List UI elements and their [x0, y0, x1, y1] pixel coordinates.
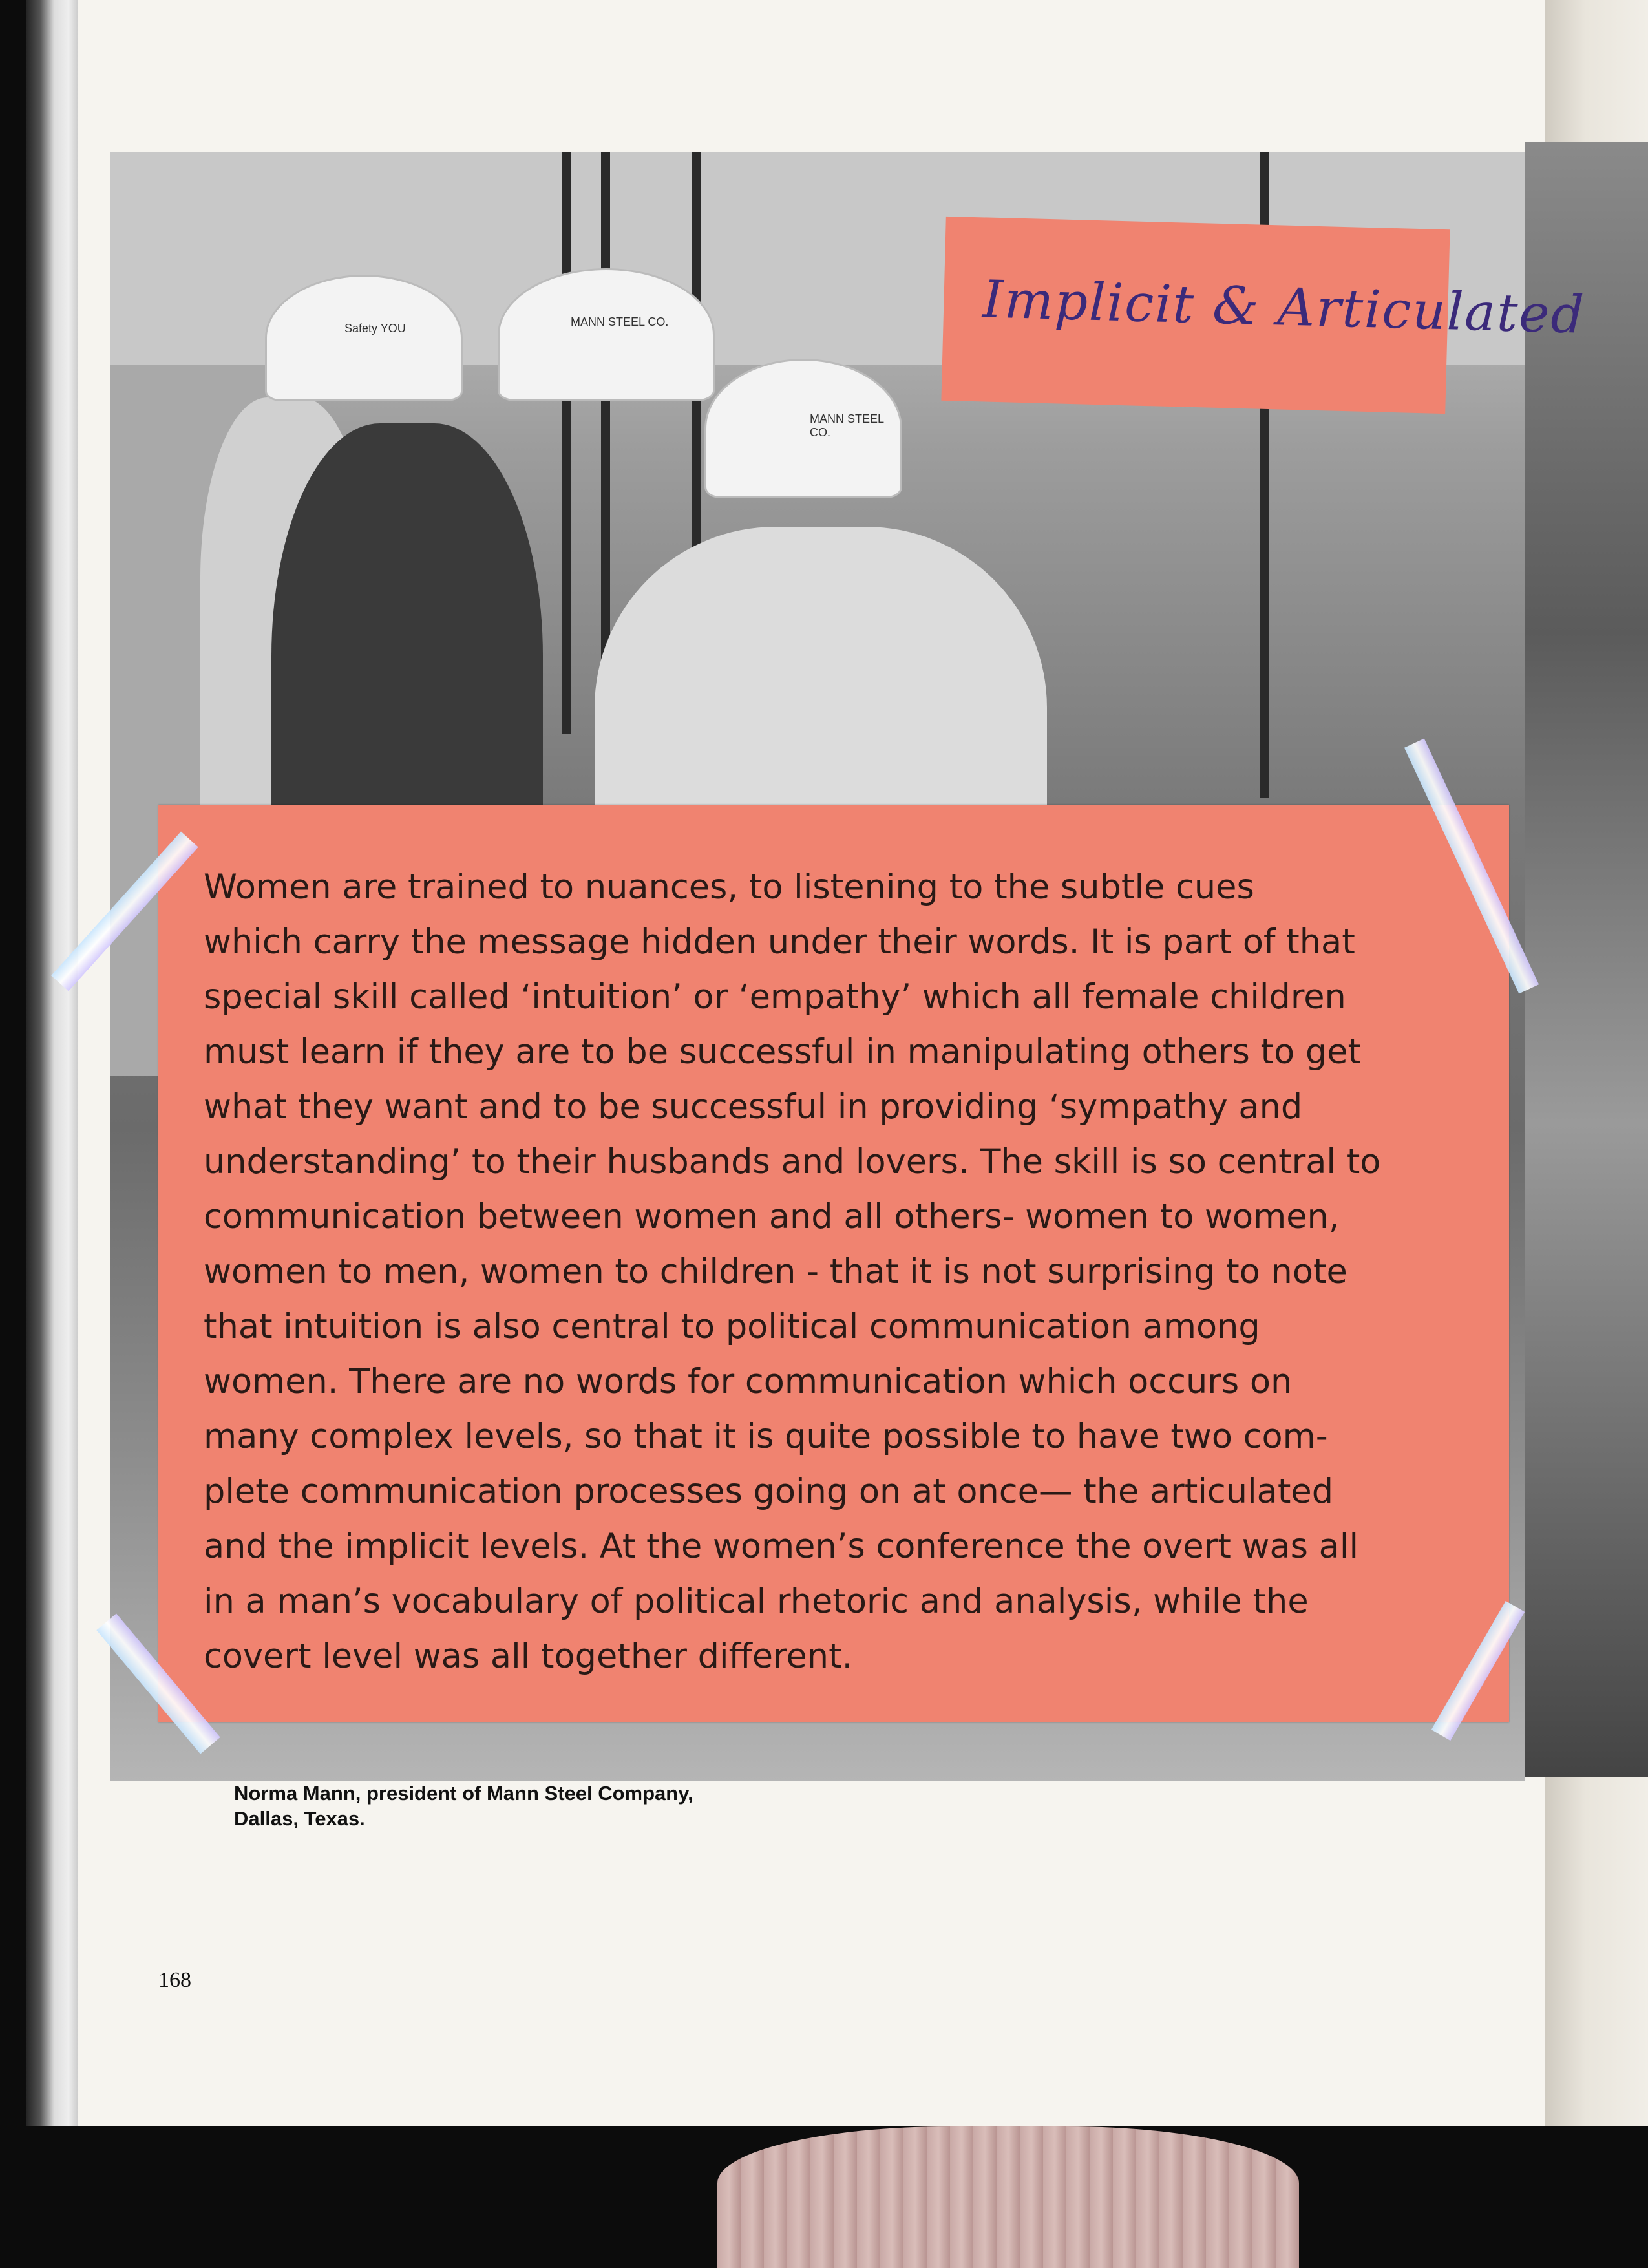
quote-paper — [158, 805, 1509, 1722]
hard-hat — [265, 275, 463, 401]
hard-hat — [704, 359, 902, 498]
hard-hat-label: MANN STEEL CO. — [571, 315, 669, 328]
label-handwritten-text: Implicit & Articulated — [982, 269, 1586, 345]
hard-hat-label: Safety YOU — [344, 322, 406, 335]
rebar — [562, 152, 571, 734]
hard-hat — [498, 268, 715, 401]
photo-caption: Norma Mann, president of Mann Steel Company, Dallas, Texas. — [234, 1782, 693, 1830]
knitted-fabric — [717, 2126, 1299, 2268]
facing-page-photo — [1525, 142, 1648, 1777]
page-number: 168 — [158, 1968, 191, 1992]
label-sticker — [941, 217, 1586, 414]
quote-text: Women are trained to nuances, to listening to the subtle cues which carry the message hidden under their words. It is part of that special skill called ‘intuition’ or ‘empathy’ which all female children must learn if they are to be successful in manipulating others to get what they want and to be successful in providing ‘sympathy and understanding’ to their husbands and lovers. The skill is so central to communication between women and all others- women to women, women to men, women to children - that it is not surprising to note that intuition is also central to political communication among women. There are no words for communication which occurs on many complex levels, so that it is quite possible to have two com- plete communication processes going on at once— the articulated and the implicit levels. At the women’s conference the overt was all in a man’s vocabulary of political rhetoric and analysis, while the covert level was all together different. — [204, 867, 1381, 1676]
hard-hat-label: MANN STEEL CO. — [810, 412, 884, 439]
